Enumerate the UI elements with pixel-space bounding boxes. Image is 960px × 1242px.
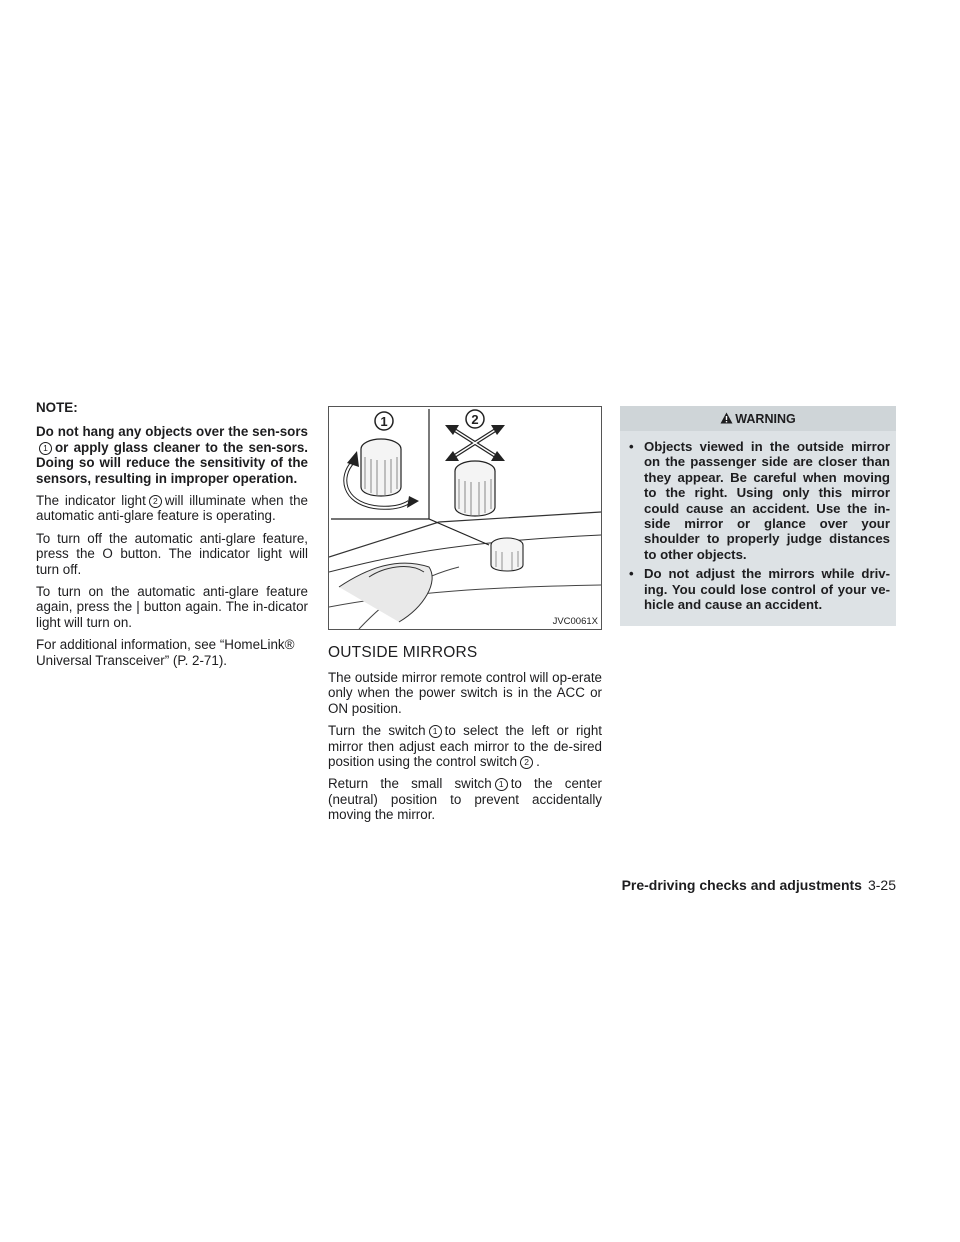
left-column <box>36 400 308 675</box>
mirrors-p3-part-1: Return the small switch <box>328 776 492 792</box>
mirrors-paragraph-1: The outside mirror remote control will op-erate only when the power switch is in the ACC or ON position. <box>328 670 602 716</box>
warning-icon <box>720 412 733 424</box>
section-title: OUTSIDE MIRRORS <box>328 644 478 661</box>
right-column <box>620 406 896 626</box>
figure-label-2: 2 <box>471 412 479 427</box>
mirrors-paragraph-2 <box>328 723 602 769</box>
page-number: 3-25 <box>867 877 896 893</box>
figure-label-1: 1 <box>380 414 388 429</box>
indicator-text-part-2: will illuminate when the automatic anti-glare feature is operating. <box>36 493 308 524</box>
page-footer <box>622 877 896 893</box>
footer-section-title: Pre-driving checks and adjustments <box>621 877 862 893</box>
warning-box <box>620 406 896 626</box>
marker-2-icon: 2 <box>149 495 162 508</box>
warning-header <box>620 406 896 431</box>
marker-1-icon: 1 <box>495 778 508 791</box>
warning-item <box>626 566 890 612</box>
indicator-text-part-1: The indicator light <box>36 493 146 509</box>
note-text-part-1: Do not hang any objects over the sen-sors <box>36 424 308 440</box>
bullet-icon: • <box>629 566 634 582</box>
marker-2-icon: 2 <box>520 756 533 769</box>
mirrors-p3-part-2: to the center (neutral) position to prevent accidentally moving the mirror. <box>328 776 602 823</box>
note-title: NOTE: <box>36 400 78 415</box>
warning-title: WARNING <box>735 412 796 426</box>
warning-item <box>626 439 890 562</box>
warning-item-text: Objects viewed in the outside mirror on the passenger side are closer than they appear. Be careful when moving to the right. Using only this mirror could cause an accident. Use the in-side mirror or glance over your shoulder to properly judge distances to other objects. <box>644 439 890 562</box>
marker-1-icon: 1 <box>39 442 52 455</box>
mirrors-paragraph-3 <box>328 776 602 822</box>
mirrors-p2-part-2: to select the left or right mirror then adjust each mirror to the de-sired position using the control switch <box>328 723 603 770</box>
middle-column <box>328 400 602 830</box>
mirror-switch-illustration <box>329 407 601 629</box>
bullet-icon: • <box>629 439 634 454</box>
turn-on-paragraph: To turn on the automatic anti-glare feature again, press the | button again. The in-dicator light will turn on. <box>36 584 308 630</box>
note-text <box>36 424 308 486</box>
marker-1-icon: 1 <box>429 725 442 738</box>
mirrors-p2-part-1: Turn the switch <box>328 723 426 739</box>
mirror-switch-figure <box>328 406 602 630</box>
turn-off-paragraph: To turn off the automatic anti-glare feature, press the O button. The indicator light will turn off. <box>36 530 308 577</box>
warning-item-text: Do not adjust the mirrors while driv-ing. You could lose control of your ve-hicle and cause an accident. <box>644 566 890 613</box>
figure-code: JVC0061X <box>552 616 598 627</box>
mirrors-p2-part-3: . <box>536 754 540 770</box>
note-text-part-2: or apply glass cleaner to the sen-sors. Doing so will reduce the sensitivity of the sensors, resulting in improper operation. <box>36 439 308 486</box>
indicator-paragraph <box>36 493 308 524</box>
more-info-paragraph: For additional information, see “HomeLink® Universal Transceiver” (P. 2-71). <box>36 637 295 668</box>
